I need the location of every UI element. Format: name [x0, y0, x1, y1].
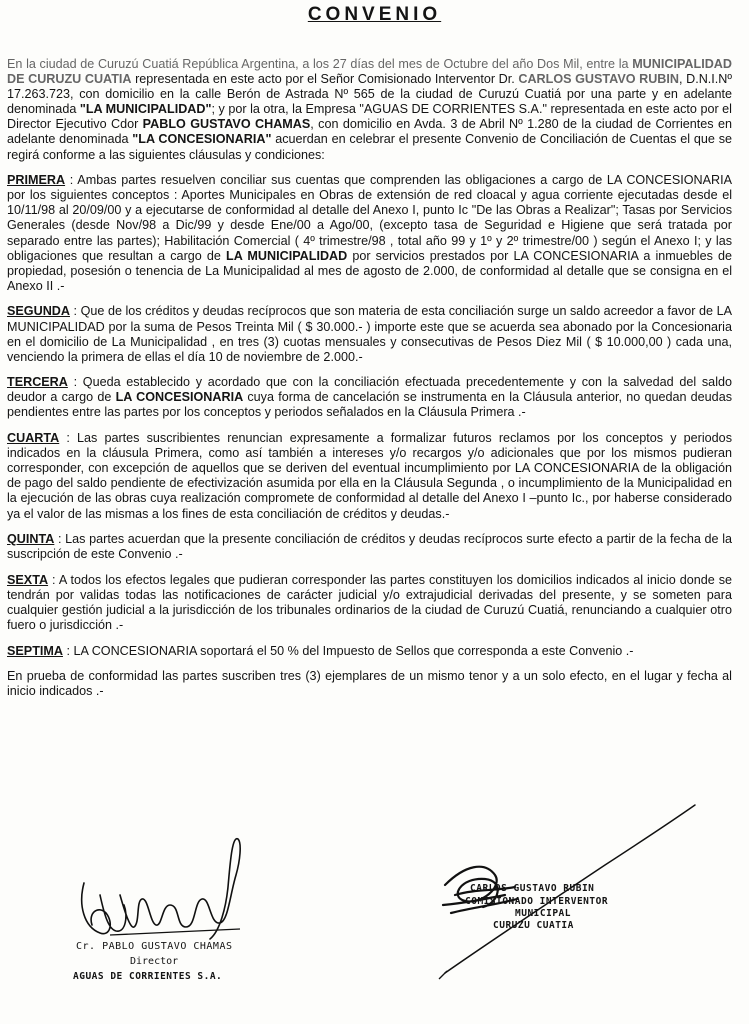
clause-title: TERCERA — [7, 375, 68, 390]
handwritten-signature-icon — [70, 835, 300, 945]
stamp-line-name: CARLOS GUSTAVO RUBIN — [470, 883, 595, 894]
clause-septima: SEPTIMA : LA CONCESIONARIA soportará el 50 % del Impuesto de Sellos que corresponda a este Convenio .- — [7, 643, 634, 658]
clause-sexta: SEXTA : A todos los efectos legales que pudieran corresponder las partes constituyen los domicilios indicados al inicio donde se tendrán por validas todas las notificaciones de carácter judicial y/o extrajudicial derivadas del presente, y se someten para cualquier gestión judicial a la jurisdicción de los tribunales ordinarios de la ciudad de Curuzú Cuatiá, renunciando a cualquier otro fuero o jurisdicción .- — [7, 572, 732, 633]
signatory-role: Director — [130, 956, 179, 967]
stamp-line-title: COMISIONADO INTERVENTOR — [465, 896, 609, 907]
clause-title: PRIMERA — [7, 173, 66, 188]
signatory-organization: AGUAS DE CORRIENTES S.A. — [73, 971, 223, 982]
clause-cuarta: CUARTA : Las partes suscribientes renuncian expresamente a formalizar futuros reclamos por los conceptos y periodos indicados en la cláusula Primera, como así también a intereses y/o recargos y/o adicionales que por los mismos pudieran corresponder, con excepción de aquellos que se deriven del eventual incumplimiento por LA CONCESIONARIA de la obligación de pago del saldo pendiente de efectivización asumida por ella en la Cláusula Segunda , o incumplimiento de la Municipalidad en la ejecución de las obras cuya realización compromete de conformidad al detalle del Anexo I –punto Ic., por haberse considerado ya el valor de las mismas a los fines de esta conciliación de créditos y deudas.- — [7, 431, 732, 521]
director-name: PABLO GUSTAVO CHAMAS — [142, 117, 311, 132]
clause-quinta: QUINTA : Las partes acuerdan que la presente conciliación de créditos y deudas recíprocos surte efecto a partir de la fecha de la suscripción de este Convenio .- — [7, 532, 732, 562]
party-concesionaria: "LA CONCESIONARIA" — [132, 132, 272, 147]
clause-segunda: SEGUNDA : Que de los créditos y deudas recíprocos que son materia de esta conciliación surge un saldo acreedor a favor de LA MUNICIPALIDAD por la suma de Pesos Treinta Mil ( $ 30.000.- ) importe este que se acuerda sea abonado por la Concesionaria en el domicilio de La Municipalidad , en tres (3) cuotas mensuales y consecutivas de Pesos Diez Mil ( $ 10.000,00 ) cada una, venciendo la primera de ellas el día 10 de noviembre de 2.000.- — [7, 304, 732, 364]
signature-block-right — [425, 795, 725, 985]
clause-title: CUARTA — [7, 431, 60, 446]
intro-paragraph: En la ciudad de Curuzú Cuatiá República Argentina, a los 27 días del mes de Octubre del año Dos Mil, entre la MUNICIPALIDAD DE CURUZU CUATIA representada en este acto por el Señor Comisionado Interventor Dr. CARLOS GUSTAVO RUBIN, D.N.I.Nº 17.263.723, con domicilio en la calle Berón de Astrada Nº 565 de la ciudad de Curuzú Cuatiá por una parte y en adelante denominada "LA MUNICIPALIDAD"; y por la otra, la Empresa "AGUAS DE CORRIENTES S.A." representada en este acto por el Director Ejecutivo Cdor PABLO GUSTAVO CHAMAS, con domicilio en Avda. 3 de Abril Nº 1.280 de la ciudad de Corrientes en adelante denominada "LA CONCESIONARIA" acuerdan en celebrar el presente Convenio de Conciliación de Cuentas el que se regirá conforme a las siguientes cláusulas y condiciones: — [7, 57, 733, 162]
stamp-line-city: CURUZU CUATIA — [493, 920, 574, 931]
clause-title: SEXTA — [7, 572, 49, 587]
clause-title: SEGUNDA — [7, 304, 70, 319]
party-municipalidad: "LA MUNICIPALIDAD" — [79, 102, 212, 117]
closing-paragraph: En prueba de conformidad las partes suscriben tres (3) ejemplares de un mismo tenor y a un solo efecto, en el lugar y fecha al inicio indicados .- — [7, 669, 732, 699]
clause-tercera: TERCERA : Queda establecido y acordado que con la conciliación efectuada precedentemente y con la salvedad del saldo deudor a cargo de LA CONCESIONARIA cuya forma de cancelación se instrumenta en la Cláusula anterior, no quedan deudas pendientes entre las partes por los conceptos y periodos señalados en la Cláusula Primera .- — [7, 375, 732, 420]
clause-title: QUINTA — [7, 532, 55, 547]
clause-title: SEPTIMA — [7, 643, 63, 658]
signatory-name: Cr. PABLO GUSTAVO CHAMAS — [76, 941, 233, 952]
document-body — [7, 57, 732, 710]
signature-block-left — [70, 835, 300, 985]
municipality-name: MUNICIPALIDAD DE CURUZU CUATIA — [7, 57, 732, 87]
clause-primera: PRIMERA : Ambas partes resuelven conciliar sus cuentas que comprenden las obligaciones a cargo de LA CONCESIONARIA por los siguientes conceptos : Aportes Municipales en Obras de extensión de red cloacal y agua corriente ejecutadas desde el 10/11/98 al 20/09/00 y a ejecutarse de conformidad al detalle del Anexo I, punto Ic "De las Obras a Realizar"; Tasas por Servicios Generales (desde Nov/98 a Dic/99 y desde Ene/00 a Ago/00, (excepto tasa de Seguridad e Higiene que será tratada por separado entre las partes); Habilitación Comercial ( 4º trimestre/98 , total año 99 y 1º y 2º trimestre/00 ) según el Anexo I; y las obligaciones que resultan a cargo de LA MUNICIPALIDAD por servicios prestados por LA CONCESIONARIA a inmuebles de propiedad, posesión o tenencia de La Municipalidad al mes de agosto de 2.000, de conformidad al detalle que se consigna en el Anexo II .- — [7, 173, 733, 293]
document-title: CONVENIO — [307, 4, 442, 25]
stamp-line-municipal: MUNICIPAL — [515, 908, 571, 919]
interventor-name: CARLOS GUSTAVO RUBIN — [518, 72, 679, 87]
